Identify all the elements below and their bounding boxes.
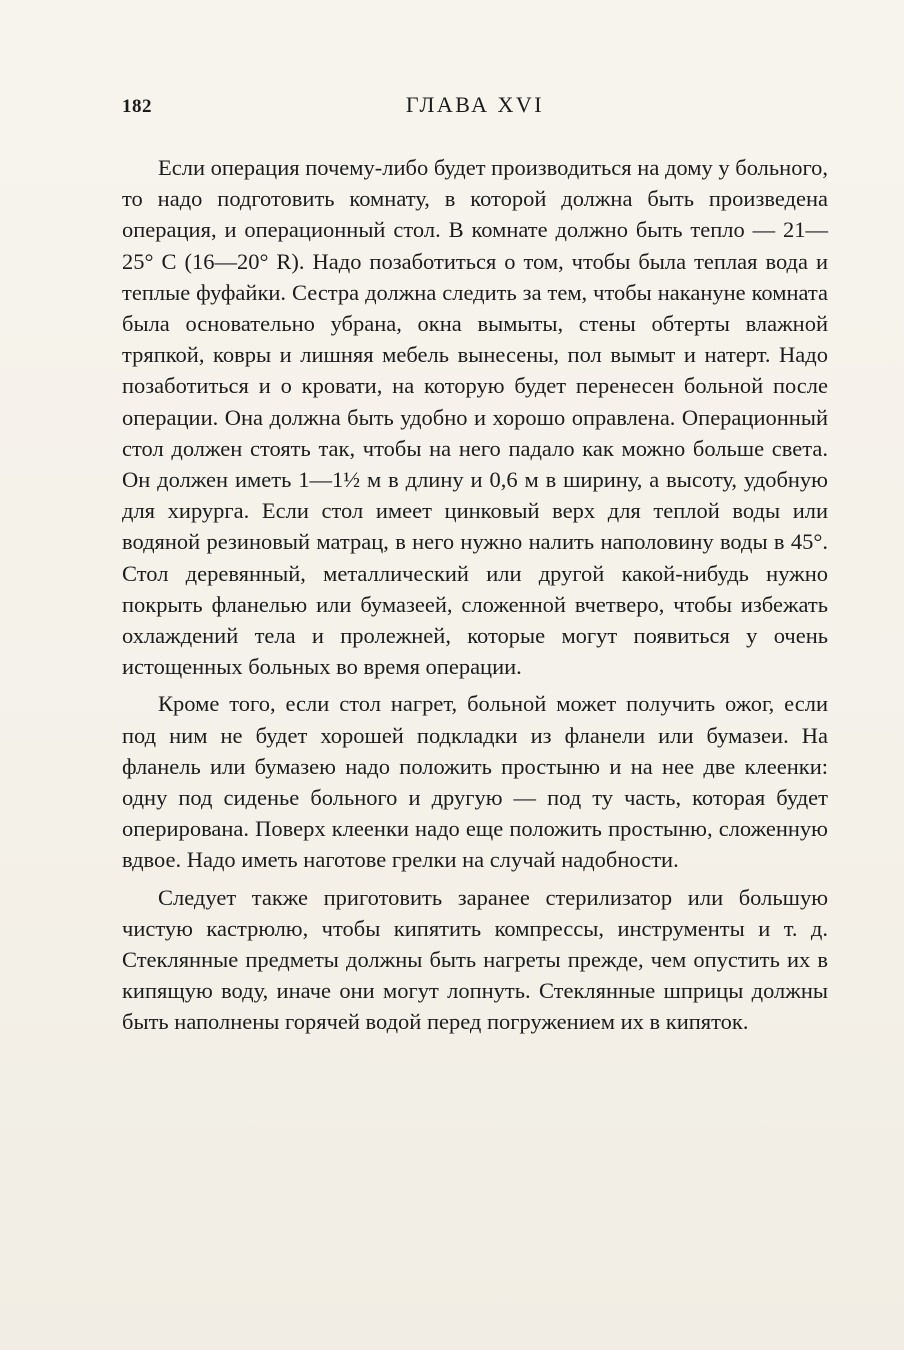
page-number: 182 bbox=[122, 96, 152, 117]
running-head bbox=[122, 92, 828, 126]
body-text bbox=[122, 152, 828, 1038]
chapter-title: ГЛАВА XVI bbox=[405, 92, 545, 117]
paragraph-1: Если операция почему-либо будет производиться на дому у больного, то надо подготовить комнату, в которой должна быть произведена операция, и операционный стол. В комнате должно быть тепло — 21—25° С (16—20° R). Надо позаботиться о том, чтобы была теплая вода и теплые фуфайки. Сестра должна следить за тем, чтобы накануне комната была основательно убрана, окна вымыты, стены обтерты влажной тряпкой, ковры и лишняя мебель вынесены, пол вымыт и натерт. Надо позаботиться и о кровати, на которую будет перенесен больной после операции. Она должна быть удобно и хорошо оправлена. Операционный стол должен стоять так, чтобы на него падало как можно больше света. Он должен иметь 1—1½ м в длину и 0,6 м в ширину, а высоту, удобную для хирурга. Если стол имеет цинковый верх для теплой воды или водяной резиновый матрац, в него нужно налить наполовину воды в 45°. Стол деревянный, металлический или другой какой-нибудь нужно покрыть фланелью или бумазеей, сложенной вчетверо, чтобы избежать охлаждений тела и пролежней, которые могут появиться у очень истощенных больных во время операции. bbox=[122, 155, 828, 680]
paragraph-3: Следует также приготовить заранее стерилизатор или большую чистую кастрюлю, чтобы кипятить компрессы, инструменты и т. д. Стеклянные предметы должны быть нагреты прежде, чем опустить их в кипящую воду, иначе они могут лопнуть. Стеклянные шприцы должны быть наполнены горячей водой перед погружением их в кипяток. bbox=[122, 884, 828, 1035]
paragraph-2: Кроме того, если стол нагрет, больной может получить ожог, если под ним не будет хорошей подкладки из фланели или бумазеи. На фланель или бумазею надо положить простыню и на нее две клеенки: одну под сиденье больного и другую — под ту часть, которая будет оперирована. Поверх клеенки надо еще положить простыню, сложенную вдвое. Надо иметь наготове грелки на случай надобности. bbox=[122, 691, 828, 873]
